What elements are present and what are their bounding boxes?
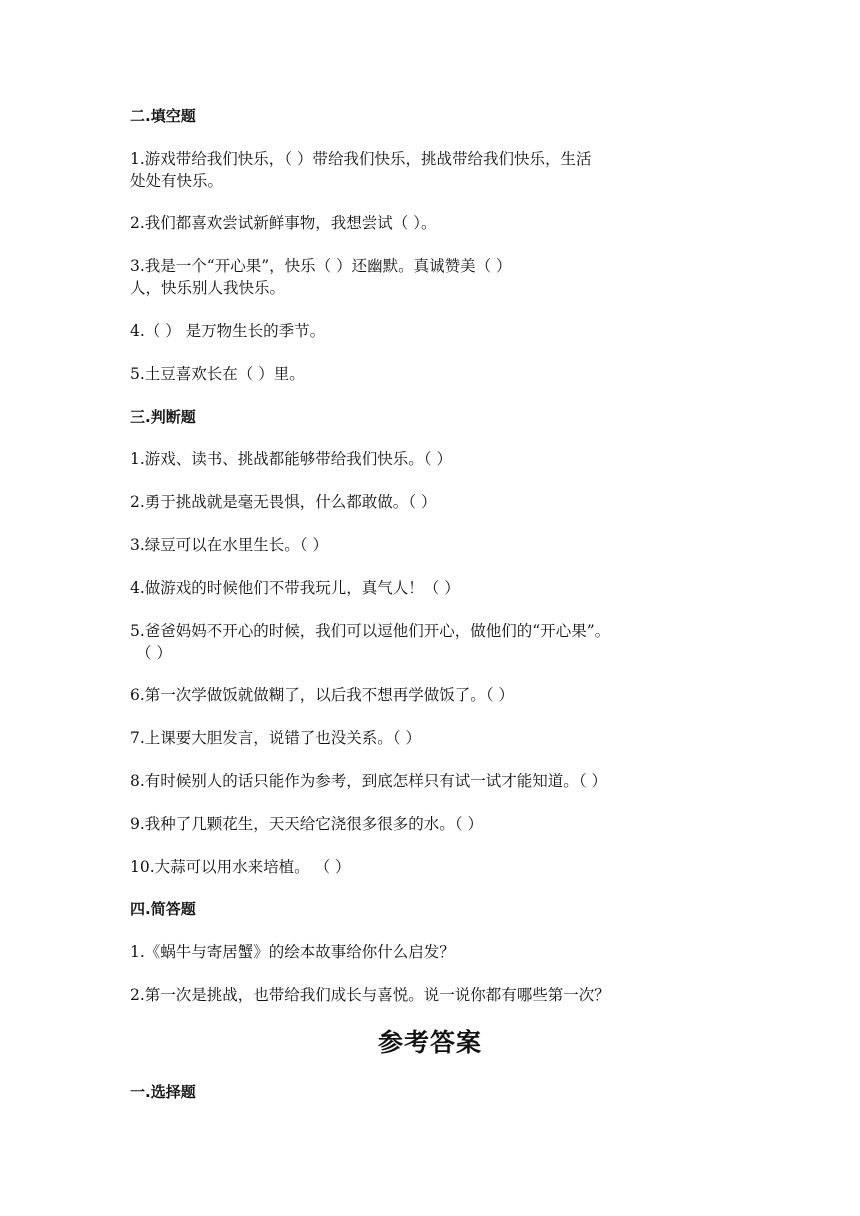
fill-question-4: 4.（ ） 是万物生长的季节。	[130, 322, 326, 340]
short-answer-question-1: 1.《蜗牛与寄居蟹》的绘本故事给你什么启发？	[130, 943, 455, 961]
judge-question-5-line-2: （ ）	[136, 644, 172, 662]
answer-section-heading-multiple-choice: 一.选择题	[130, 1083, 196, 1101]
fill-question-1-line-1: 1.游戏带给我们快乐，（ ）带给我们快乐，挑战带给我们快乐，生活	[130, 150, 592, 168]
section-heading-short-answer: 四.简答题	[130, 900, 196, 918]
judge-question-5-line-1: 5.爸爸妈妈不开心的时候，我们可以逗他们开心，做他们的“开心果”。	[130, 622, 611, 640]
answer-key-title: 参考答案	[377, 1028, 482, 1057]
fill-question-5: 5.土豆喜欢长在（ ）里。	[130, 365, 305, 383]
fill-question-1-line-2: 处处有快乐。	[130, 172, 224, 190]
section-heading-true-false: 三.判断题	[130, 408, 196, 426]
fill-question-2: 2.我们都喜欢尝试新鲜事物，我想尝试（ ）。	[130, 214, 437, 232]
fill-question-3-line-2: 人，快乐别人我快乐。	[130, 279, 286, 297]
judge-question-4: 4.做游戏的时候他们不带我玩儿，真气人！（ ）	[130, 579, 460, 597]
judge-question-8: 8.有时候别人的话只能作为参考，到底怎样只有试一试才能知道。（ ）	[130, 772, 607, 790]
judge-question-7: 7.上课要大胆发言，说错了也没关系。（ ）	[130, 729, 421, 747]
judge-question-10: 10.大蒜可以用水来培植。 （ ）	[130, 858, 351, 876]
fill-question-3-line-1: 3.我是一个“开心果”，快乐（ ）还幽默。真诚赞美（ ）	[130, 257, 512, 275]
judge-question-2: 2.勇于挑战就是毫无畏惧，什么都敢做。（ ）	[130, 493, 437, 511]
judge-question-1: 1.游戏、读书、挑战都能够带给我们快乐。（ ）	[130, 450, 452, 468]
judge-question-3: 3.绿豆可以在水里生长。（ ）	[130, 536, 328, 554]
section-heading-fill-in: 二.填空题	[130, 107, 196, 125]
judge-question-9: 9.我种了几颗花生，天天给它浇很多很多的水。（ ）	[130, 815, 483, 833]
judge-question-6: 6.第一次学做饭就做糊了，以后我不想再学做饭了。（ ）	[130, 686, 514, 704]
short-answer-question-2: 2.第一次是挑战，也带给我们成长与喜悦。说一说你都有哪些第一次？	[130, 986, 610, 1004]
